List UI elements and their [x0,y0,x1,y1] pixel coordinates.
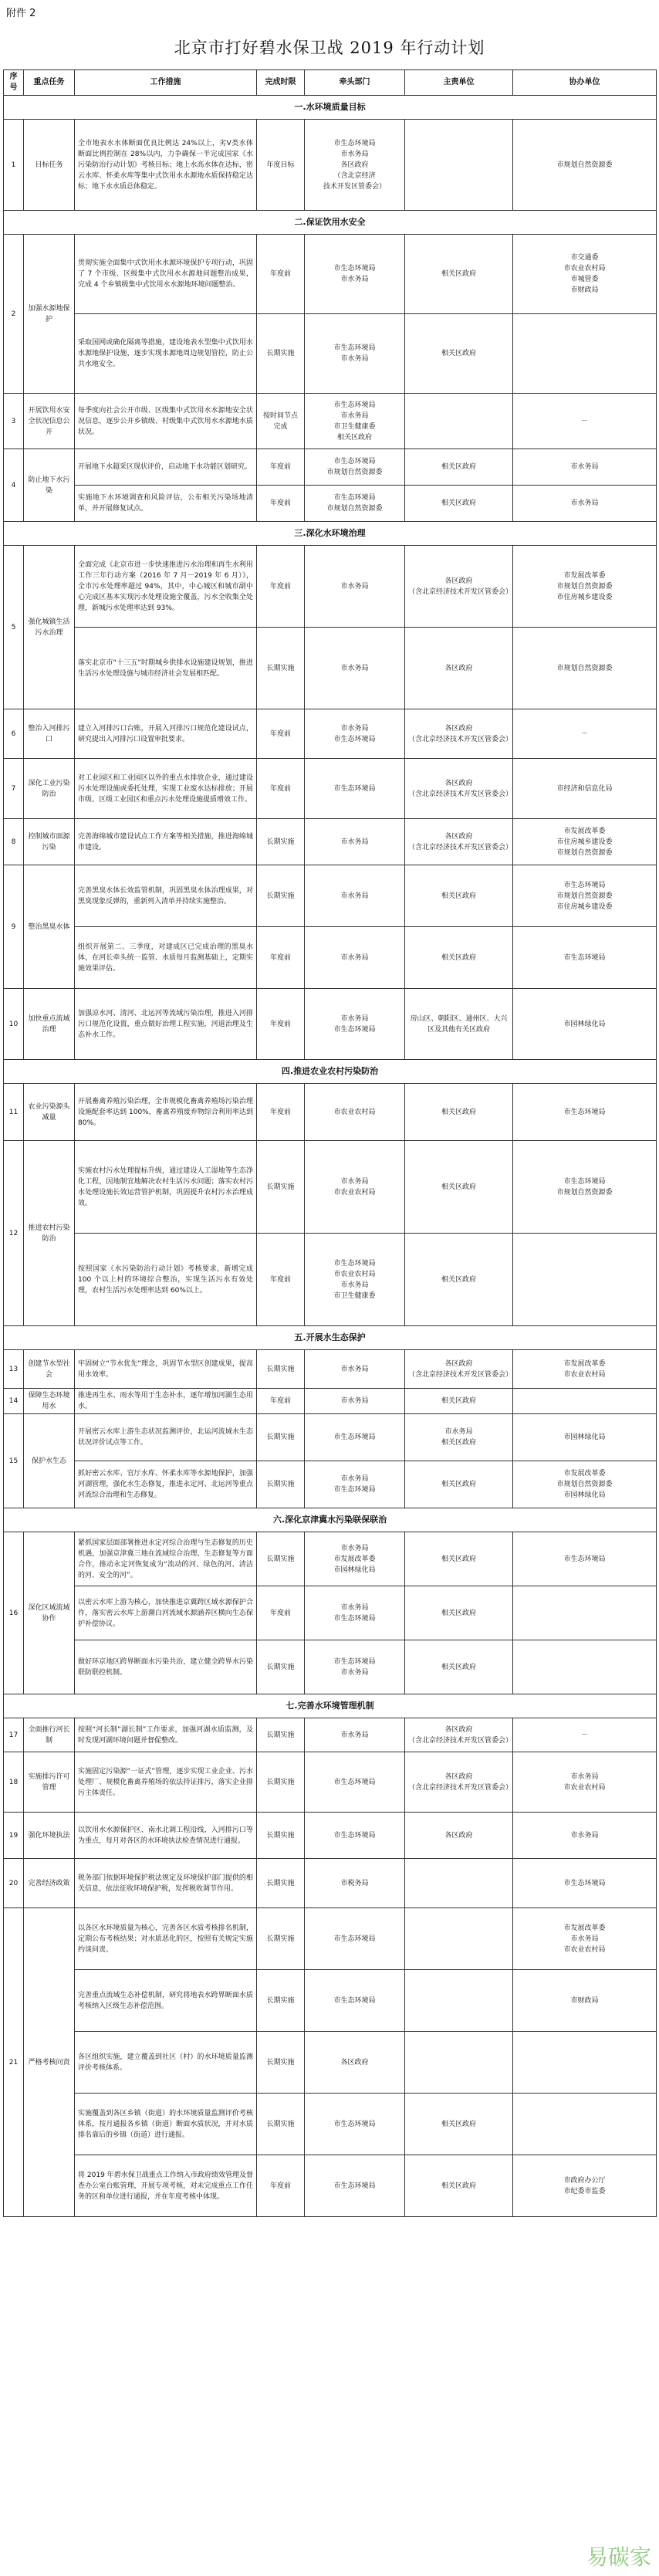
cooperating-unit: 市发展改革委 市住房城乡建设委 市规划自然资源委 [513,819,657,865]
work-measure: 按照国家《水污染防治行动计划》考核要求，新增完成 100 个以上村的环境综合整治，实现生活污水有效处理，农村生活污水处理率达到 60%以上。 [75,1234,257,1326]
lead-department: 市水务局 市生态环境局 [305,1586,405,1640]
responsible-unit: 相关区政府 [405,314,513,394]
deadline: 年度前 [257,2155,305,2217]
deadline: 年度前 [257,1389,305,1414]
cooperating-unit: 市发展改革委 市农业农村局 [513,1350,657,1389]
deadline: 年度前 [257,1586,305,1640]
responsible-unit: 各区政府 （含北京经济技术开发区管委会） [405,546,513,628]
task-name: 实施排污许可管理 [24,1752,75,1813]
work-measure: 贯彻实施全面集中式饮用水水源环境保护专项行动，巩固了 7 个市级、区级集中式饮用水水源地问题整治成果，完成 4 个乡镇级集中式饮用水水源地环境问题整治。 [75,235,257,314]
responsible-unit: 相关区政府 [405,1141,513,1234]
work-measure: 采取国网或确化隔离等措施，建设地表水型集中式饮用水水源地保护设施，逐步实现水源地周边规划管控，防止公共水地安全。 [75,314,257,394]
table-row [4,120,657,211]
cooperating-unit: 市生态环境局 [513,927,657,989]
lead-department: 市水务局 市生态环境局 [305,989,405,1060]
cooperating-unit: 市生态环境局 [513,1859,657,1908]
deadline: 长期实施 [257,1718,305,1752]
work-measure: 税务部门依据环境保护税法规定及环境保护部门提供的相关信息，依法征收环境保护税，发挥税收调节作用。 [75,1859,257,1908]
task-number: 8 [4,819,24,865]
task-name: 控制城市面源污染 [24,819,75,865]
section-row [4,1694,657,1718]
work-measure: 实施农村污水处理提标升级，通过建设人工湿地等生态净化工程，因地制宜地解决农村生活污水问题；落实农村污水处理设施长效运营管护机制，巩固提升农村污水治理成效。 [75,1141,257,1234]
section-row [4,522,657,546]
deadline: 年度前 [257,709,305,759]
task-number: 11 [4,1084,24,1141]
task-name: 保障生态环境用水 [24,1389,75,1414]
responsible-unit: 相关区政府 [405,1532,513,1586]
task-number: 21 [4,1908,24,2217]
section-row [4,211,657,235]
responsible-unit: 相关区政府 [405,1586,513,1640]
deadline: 年度前 [257,546,305,628]
table-row [4,314,657,394]
task-name: 保护水生态 [24,1414,75,1508]
lead-department: 市生态环境局 市水务局 [305,235,405,314]
cooperating-unit: － [513,394,657,449]
lead-department: 市农业农村局 [305,1084,405,1141]
task-name: 目标任务 [24,120,75,211]
responsible-unit: 各区政府 （含北京经济技术开发区管委会） [405,1350,513,1389]
deadline: 年度前 [257,759,305,819]
lead-department: 各区政府 [305,2032,405,2094]
document-title: 北京市打好碧水保卫战 2019 年行动计划 [174,39,485,57]
deadline: 长期实施 [257,1141,305,1234]
work-measure: 开展畜禽养殖污染治理，全市规模化畜禽养殖场污染治理设施配套率达到 100%，畜禽养殖废弃物综合利用率达到 80%。 [75,1084,257,1141]
responsible-unit: 相关区政府 [405,1461,513,1508]
header-cell: 重点任务 [24,70,75,96]
task-number: 19 [4,1813,24,1859]
task-number: 7 [4,759,24,819]
table-row [4,819,657,865]
table-row [4,1350,657,1389]
work-measure: 开展密云水库上游生态状况监测评价，北运河流域水生态状况评价试点等工作。 [75,1414,257,1461]
task-number: 5 [4,546,24,709]
task-number: 17 [4,1718,24,1752]
task-name: 严格考核问责 [24,1908,75,2217]
task-name: 加快重点流域治理 [24,989,75,1060]
work-measure: 以密云水库上游为核心，加快推进京冀跨区域水源保护合作，落实密云水库上游潮白河流域水源涵养区横向生态保护补偿协议。 [75,1586,257,1640]
work-measure: 以各区水环境质量为核心，完善各区水质考核排名机制，定期公布考核结果；对水质恶化的区，按照有关规定实施约谈问责。 [75,1908,257,1970]
responsible-unit [405,120,513,211]
responsible-unit: 相关区政府 [405,1234,513,1326]
table-row [4,1414,657,1461]
table-row [4,1970,657,2032]
task-name: 农业污染源头减量 [24,1084,75,1141]
task-number: 6 [4,709,24,759]
lead-department: 市水务局 [305,819,405,865]
responsible-unit: 各区政府 （含北京经济技术开发区管委会） [405,759,513,819]
cooperating-unit: 市园林绿化局 [513,989,657,1060]
task-name: 深化工业污染防治 [24,759,75,819]
table-header-row [4,70,657,96]
task-number: 16 [4,1532,24,1694]
deadline: 长期实施 [257,1461,305,1508]
table-row [4,394,657,449]
section-row [4,1326,657,1350]
deadline: 年度前 [257,449,305,486]
table-row [4,1532,657,1586]
responsible-unit: 各区政府 （含北京经济技术开发区管委会） [405,1718,513,1752]
lead-department: 市水务局 [305,865,405,927]
lead-department: 市水务局 [305,628,405,709]
cooperating-unit: 市交通委 市农业农村局 市城管委 市财政局 [513,235,657,314]
cooperating-unit: 市水务局 [513,449,657,486]
work-measure: 抓好密云水库、官厅水库、怀柔水库等水源地保护，加强河湖管理，强化水生态修复，推进永定河、北运河等重点河流综合治理和生态修复。 [75,1461,257,1508]
lead-department: 市生态环境局 市水务局 [305,1640,405,1694]
deadline: 长期实施 [257,628,305,709]
lead-department: 市水务局 [305,1718,405,1752]
cooperating-unit: 市规划自然资源委 [513,628,657,709]
work-measure: 实施地下水环境调查和风险评估，公布相关污染场地清单，并开展修复试点。 [75,486,257,522]
deadline: 年度前 [257,989,305,1060]
responsible-unit [405,1859,513,1908]
table-row [4,1141,657,1234]
lead-department: 市生态环境局 市水务局 市卫生健康委 相关区政府 [305,394,405,449]
section-row [4,1508,657,1532]
cooperating-unit: 市园林绿化局 [513,1414,657,1461]
responsible-unit: 相关区政府 [405,1640,513,1694]
deadline: 长期实施 [257,1752,305,1813]
section-title: 五.开展水生态保护 [4,1326,657,1350]
task-number: 1 [4,120,24,211]
deadline: 长期实施 [257,819,305,865]
cooperating-unit: 市水务局 [513,1813,657,1859]
lead-department: 市生态环境局 [305,1908,405,1970]
deadline: 年度目标 [257,120,305,211]
deadline: 年度前 [257,1084,305,1141]
table-row [4,927,657,989]
table-row [4,1718,657,1752]
deadline: 长期实施 [257,1908,305,1970]
responsible-unit: 相关区政府 [405,927,513,989]
table-row [4,1813,657,1859]
deadline: 长期实施 [257,1813,305,1859]
cooperating-unit: 市发展改革委 市规划自然资源委 市园林绿化局 [513,1461,657,1508]
table-row [4,759,657,819]
responsible-unit: 相关区政府 [405,2094,513,2155]
header-cell: 工作措施 [75,70,257,96]
work-measure: 加强凉水河、清河、北运河等流域污染治理，推进入河排污口规范化设置，重点做好治理工程实施，河道治理及生态补水工作。 [75,989,257,1060]
cooperating-unit: 市水务局 [513,486,657,522]
table-row [4,628,657,709]
table-row [4,1640,657,1694]
task-number: 18 [4,1752,24,1813]
responsible-unit: 各区政府 [405,628,513,709]
responsible-unit: 相关区政府 [405,865,513,927]
task-name: 强化环境执法 [24,1813,75,1859]
responsible-unit [405,394,513,449]
cooperating-unit [513,1586,657,1640]
lead-department: 市生态环境局 市规划自然资源委 [305,449,405,486]
responsible-unit: 相关区政府 [405,1084,513,1141]
lead-department: 市水务局 [305,927,405,989]
lead-department: 市水务局 市发展改革委 市园林绿化局 [305,1532,405,1586]
header-cell: 牵头部门 [305,70,405,96]
deadline: 长期实施 [257,1640,305,1694]
responsible-unit: 各区政府 （含北京经济技术开发区管委会） [405,709,513,759]
lead-department: 市生态环境局 [305,1970,405,2032]
task-name: 完善经济政策 [24,1859,75,1908]
table-row [4,2032,657,2094]
task-number: 20 [4,1859,24,1908]
table-row [4,1586,657,1640]
lead-department: 市生态环境局 [305,2155,405,2217]
lead-department: 市生态环境局 [305,2094,405,2155]
table-row [4,1389,657,1414]
cooperating-unit: 市生态环境局 [513,1084,657,1141]
deadline: 年度前 [257,927,305,989]
deadline: 长期实施 [257,2094,305,2155]
work-measure: 对工业园区和工业园区以外的重点水排放企业，通过建设污水处理设施或委托处理，实现工业废水达标排放；开展市级、区级工业园区和重点污水处理设施提质增效工作。 [75,759,257,819]
section-row [4,1060,657,1084]
lead-department: 市生态环境局 市水务局 各区政府 （含北京经济 技术开发区管委会） [305,120,405,211]
action-plan-table [3,69,657,2217]
cooperating-unit: 市生态环境局 市规划自然资源委 市住房城乡建设委 [513,865,657,927]
section-title: 二.保证饮用水安全 [4,211,657,235]
section-title: 六.深化京津冀水污染联保联治 [4,1508,657,1532]
task-number: 2 [4,235,24,394]
deadline: 长期实施 [257,2032,305,2094]
responsible-unit: 各区政府 （含北京经济技术开发区管委会） [405,1752,513,1813]
work-measure: 完善海绵城市建设试点工作方案等相关措施，推进海绵城市建设。 [75,819,257,865]
section-title: 七.完善水环境管理机制 [4,1694,657,1718]
task-number: 15 [4,1414,24,1508]
cooperating-unit [513,1640,657,1694]
responsible-unit: 房山区、朝阳区、通州区、大兴区及其他有关区政府 [405,989,513,1060]
lead-department: 市水务局 市生态环境局 [305,709,405,759]
cooperating-unit: － [513,1718,657,1752]
table-row [4,1084,657,1141]
work-measure: 组织开展第二、三季度，对建成区已完成治理的黑臭水体，在河长牵头统一监管、水质每月监测基础上，定期实施效果评估。 [75,927,257,989]
section-row [4,96,657,120]
cooperating-unit: 市发展改革委 市规划自然资源委 市住房城乡建设委 [513,546,657,628]
table-row [4,989,657,1060]
lead-department: 市水务局 市生态环境局 [305,1461,405,1508]
lead-department: 市生态环境局 [305,1752,405,1813]
responsible-unit: 相关区政府 [405,449,513,486]
cooperating-unit: 市水务局 市农业农村局 [513,1752,657,1813]
table-row [4,2155,657,2217]
responsible-unit: 各区政府 [405,1813,513,1859]
cooperating-unit: 市发展改革委 市水务局 市农业农村局 [513,1908,657,1970]
responsible-unit: 市水务局 相关区政府 [405,1414,513,1461]
lead-department: 市水务局 [305,1389,405,1414]
deadline: 长期实施 [257,1414,305,1461]
task-name: 加强水源地保护 [24,235,75,394]
lead-department: 市水务局 [305,546,405,628]
responsible-unit [405,1908,513,1970]
cooperating-unit [513,2094,657,2155]
work-measure: 全市地表水水体断面优良比例达 24%以上，劣Ⅴ类水体断面比例控制在 28%以内，力争确保一半完成国家《水污染防治行动计划》考核目标；地上水高水体在达标，密云水库、怀柔水库等集中式饮用水水源地水质保持稳定达标；地下水水质总体稳定。 [75,120,257,211]
table-row [4,865,657,927]
task-number: 13 [4,1350,24,1389]
task-number: 14 [4,1389,24,1414]
task-number: 9 [4,865,24,989]
table-row [4,449,657,486]
task-name: 深化区域流域协作 [24,1532,75,1694]
header-cell: 完成时限 [257,70,305,96]
work-measure: 按照“河长制”湖长制”工作要求，加强河湖水质监测，及时发现河湖环境问题并督促整改。 [75,1718,257,1752]
lead-department: 市生态环境局 [305,759,405,819]
cooperating-unit: － [513,709,657,759]
task-name: 全面推行河长制 [24,1718,75,1752]
task-name: 整治入河排污口 [24,709,75,759]
cooperating-unit [513,1234,657,1326]
section-title: 三.深化水环境治理 [4,522,657,546]
work-measure: 完善重点流域生态补偿机制，研究将地表水跨界断面水质考核纳入区级生态补偿范围。 [75,1970,257,2032]
task-name: 开展饮用水安全状况信息公开 [24,394,75,449]
work-measure: 完善黑臭水体长效监管机制，巩固黑臭水体治理成果，对黑臭现象反弹的，重新列入清单并持续实施整治。 [75,865,257,927]
work-measure: 以饮用水水源保护区、南水北调工程沿线、入河排污口等为重点，每月对各区的水环境执法检查情况进行通报。 [75,1813,257,1859]
work-measure: 做好环京地区跨界断面水污染共治，建立健全跨界水污染联防联控机制。 [75,1640,257,1694]
watermark-logo: 易碳家 [586,2544,651,2570]
deadline: 年度前 [257,235,305,314]
section-title: 四.推进农业农村污染防治 [4,1060,657,1084]
table-row [4,486,657,522]
task-number: 12 [4,1141,24,1326]
table-row [4,235,657,314]
work-measure: 牢固树立“节水优先”理念，巩固节水型区创建成果，提高用水效率。 [75,1350,257,1389]
responsible-unit [405,1970,513,2032]
table-row [4,1461,657,1508]
work-measure: 各区组织实施，建立覆盖到社区（村）的水环境质量监测评价考核体系。 [75,2032,257,2094]
lead-department: 市税务局 [305,1859,405,1908]
deadline: 长期实施 [257,1859,305,1908]
section-title: 一.水环境质量目标 [4,96,657,120]
header-cell: 协办单位 [513,70,657,96]
cooperating-unit: 市经济和信息化局 [513,759,657,819]
work-measure: 实施固定污染源“一证式”管理，逐步实现工业企业、污水处理厂、规模化畜禽养殖场的依法持证排污，落实企业排污主体责任。 [75,1752,257,1813]
lead-department: 市水务局 [305,1350,405,1389]
responsible-unit [405,2032,513,2094]
responsible-unit: 相关区政府 [405,486,513,522]
work-measure: 建立入河排污口台账，开展入河排污口规范化建设试点，研究提出入河排污口设置审批要求。 [75,709,257,759]
task-number: 4 [4,449,24,522]
lead-department: 市生态环境局 [305,1813,405,1859]
work-measure: 每季度向社会公开市级、区级集中式饮用水水源地安全状况信息，逐步公开乡镇级、村级集中式饮用水水源地水质状况。 [75,394,257,449]
responsible-unit: 相关区政府 [405,1389,513,1414]
work-measure: 落实北京市“十三五”时期城乡供排水设施建设规划，推进生活污水处理设施与城市经济社会发展相匹配。 [75,628,257,709]
deadline: 长期实施 [257,1532,305,1586]
cooperating-unit: 市规划自然资源委 [513,120,657,211]
lead-department: 市生态环境局 市规划自然资源委 [305,486,405,522]
deadline: 年度前 [257,486,305,522]
cooperating-unit [513,1389,657,1414]
task-name: 推进农村污染防治 [24,1141,75,1326]
task-number: 10 [4,989,24,1060]
table-row [4,1859,657,1908]
work-measure: 实施覆盖到各区乡镇（街道）的水环境质量监测评价考核体系，按月通报各乡镇（街道）断面水质状况，并对水质排名靠后的乡镇（街道）进行通报。 [75,2094,257,2155]
cooperating-unit: 市政府办公厅 市纪委市监委 [513,2155,657,2217]
deadline: 长期实施 [257,1970,305,2032]
work-measure: 将 2019 年碧水保卫战重点工作纳入市政府绩效管理及督查办公室台账管理，开展专项考核，对未完成重点工作任务的区和单位进行通报，并在年度考核中体现。 [75,2155,257,2217]
lead-department: 市生态环境局 [305,1414,405,1461]
work-measure: 全面完成《北京市进一步快速推进污水治理和再生水利用工作三年行动方案（2016 年 7 月－2019 年 6 月）》，全市污水处理率超过 94%，其中，中心城区和城市副中心完成区基本实现污水处理设施全覆盖，污水全收集全处理，新城污水处理率达到 93%。 [75,546,257,628]
cooperating-unit [513,314,657,394]
work-measure: 推进再生水、雨水等用于生态补水，逐年增加河湖生态用水。 [75,1389,257,1414]
work-measure: 开展地下水超采区现状评价，启动地下水功能区划研究。 [75,449,257,486]
table-row [4,2094,657,2155]
cooperating-unit [513,2032,657,2094]
cooperating-unit: 市财政局 [513,1970,657,2032]
task-name: 防止地下水污染 [24,449,75,522]
table-row [4,1234,657,1326]
deadline: 长期实施 [257,865,305,927]
deadline: 长期实施 [257,1350,305,1389]
header-cell: 主责单位 [405,70,513,96]
task-number: 3 [4,394,24,449]
cooperating-unit: 市生态环境局 市规划自然资源委 [513,1141,657,1234]
attachment-label: 附件 2 [6,8,36,19]
work-measure: 紧抓国家层面部署推进永定河综合治理与生态修复的历史机遇，加强京津冀三地在流域综合治理、生态修复等方面合作，推动永定河恢复成为“流动的河、绿色的河、清洁的河、安全的河”。 [75,1532,257,1586]
lead-department: 市生态环境局 市水务局 [305,314,405,394]
deadline: 年度前 [257,1234,305,1326]
task-name: 创建节水型社会 [24,1350,75,1389]
deadline: 长期实施 [257,314,305,394]
responsible-unit: 相关区政府 [405,235,513,314]
table-row [4,546,657,628]
table-row [4,1908,657,1970]
table-row [4,709,657,759]
table-row [4,1752,657,1813]
cooperating-unit: 市生态环境局 [513,1532,657,1586]
deadline: 按时间节点完成 [257,394,305,449]
header-cell: 序号 [4,70,24,96]
task-name: 强化城镇生活污水治理 [24,546,75,709]
responsible-unit: 各区政府 （含北京经济技术开发区管委会） [405,819,513,865]
task-name: 整治黑臭水体 [24,865,75,989]
lead-department: 市生态环境局 市农业农村局 市水务局 市卫生健康委 [305,1234,405,1326]
lead-department: 市水务局 市农业农村局 [305,1141,405,1234]
responsible-unit: 相关区政府 [405,2155,513,2217]
